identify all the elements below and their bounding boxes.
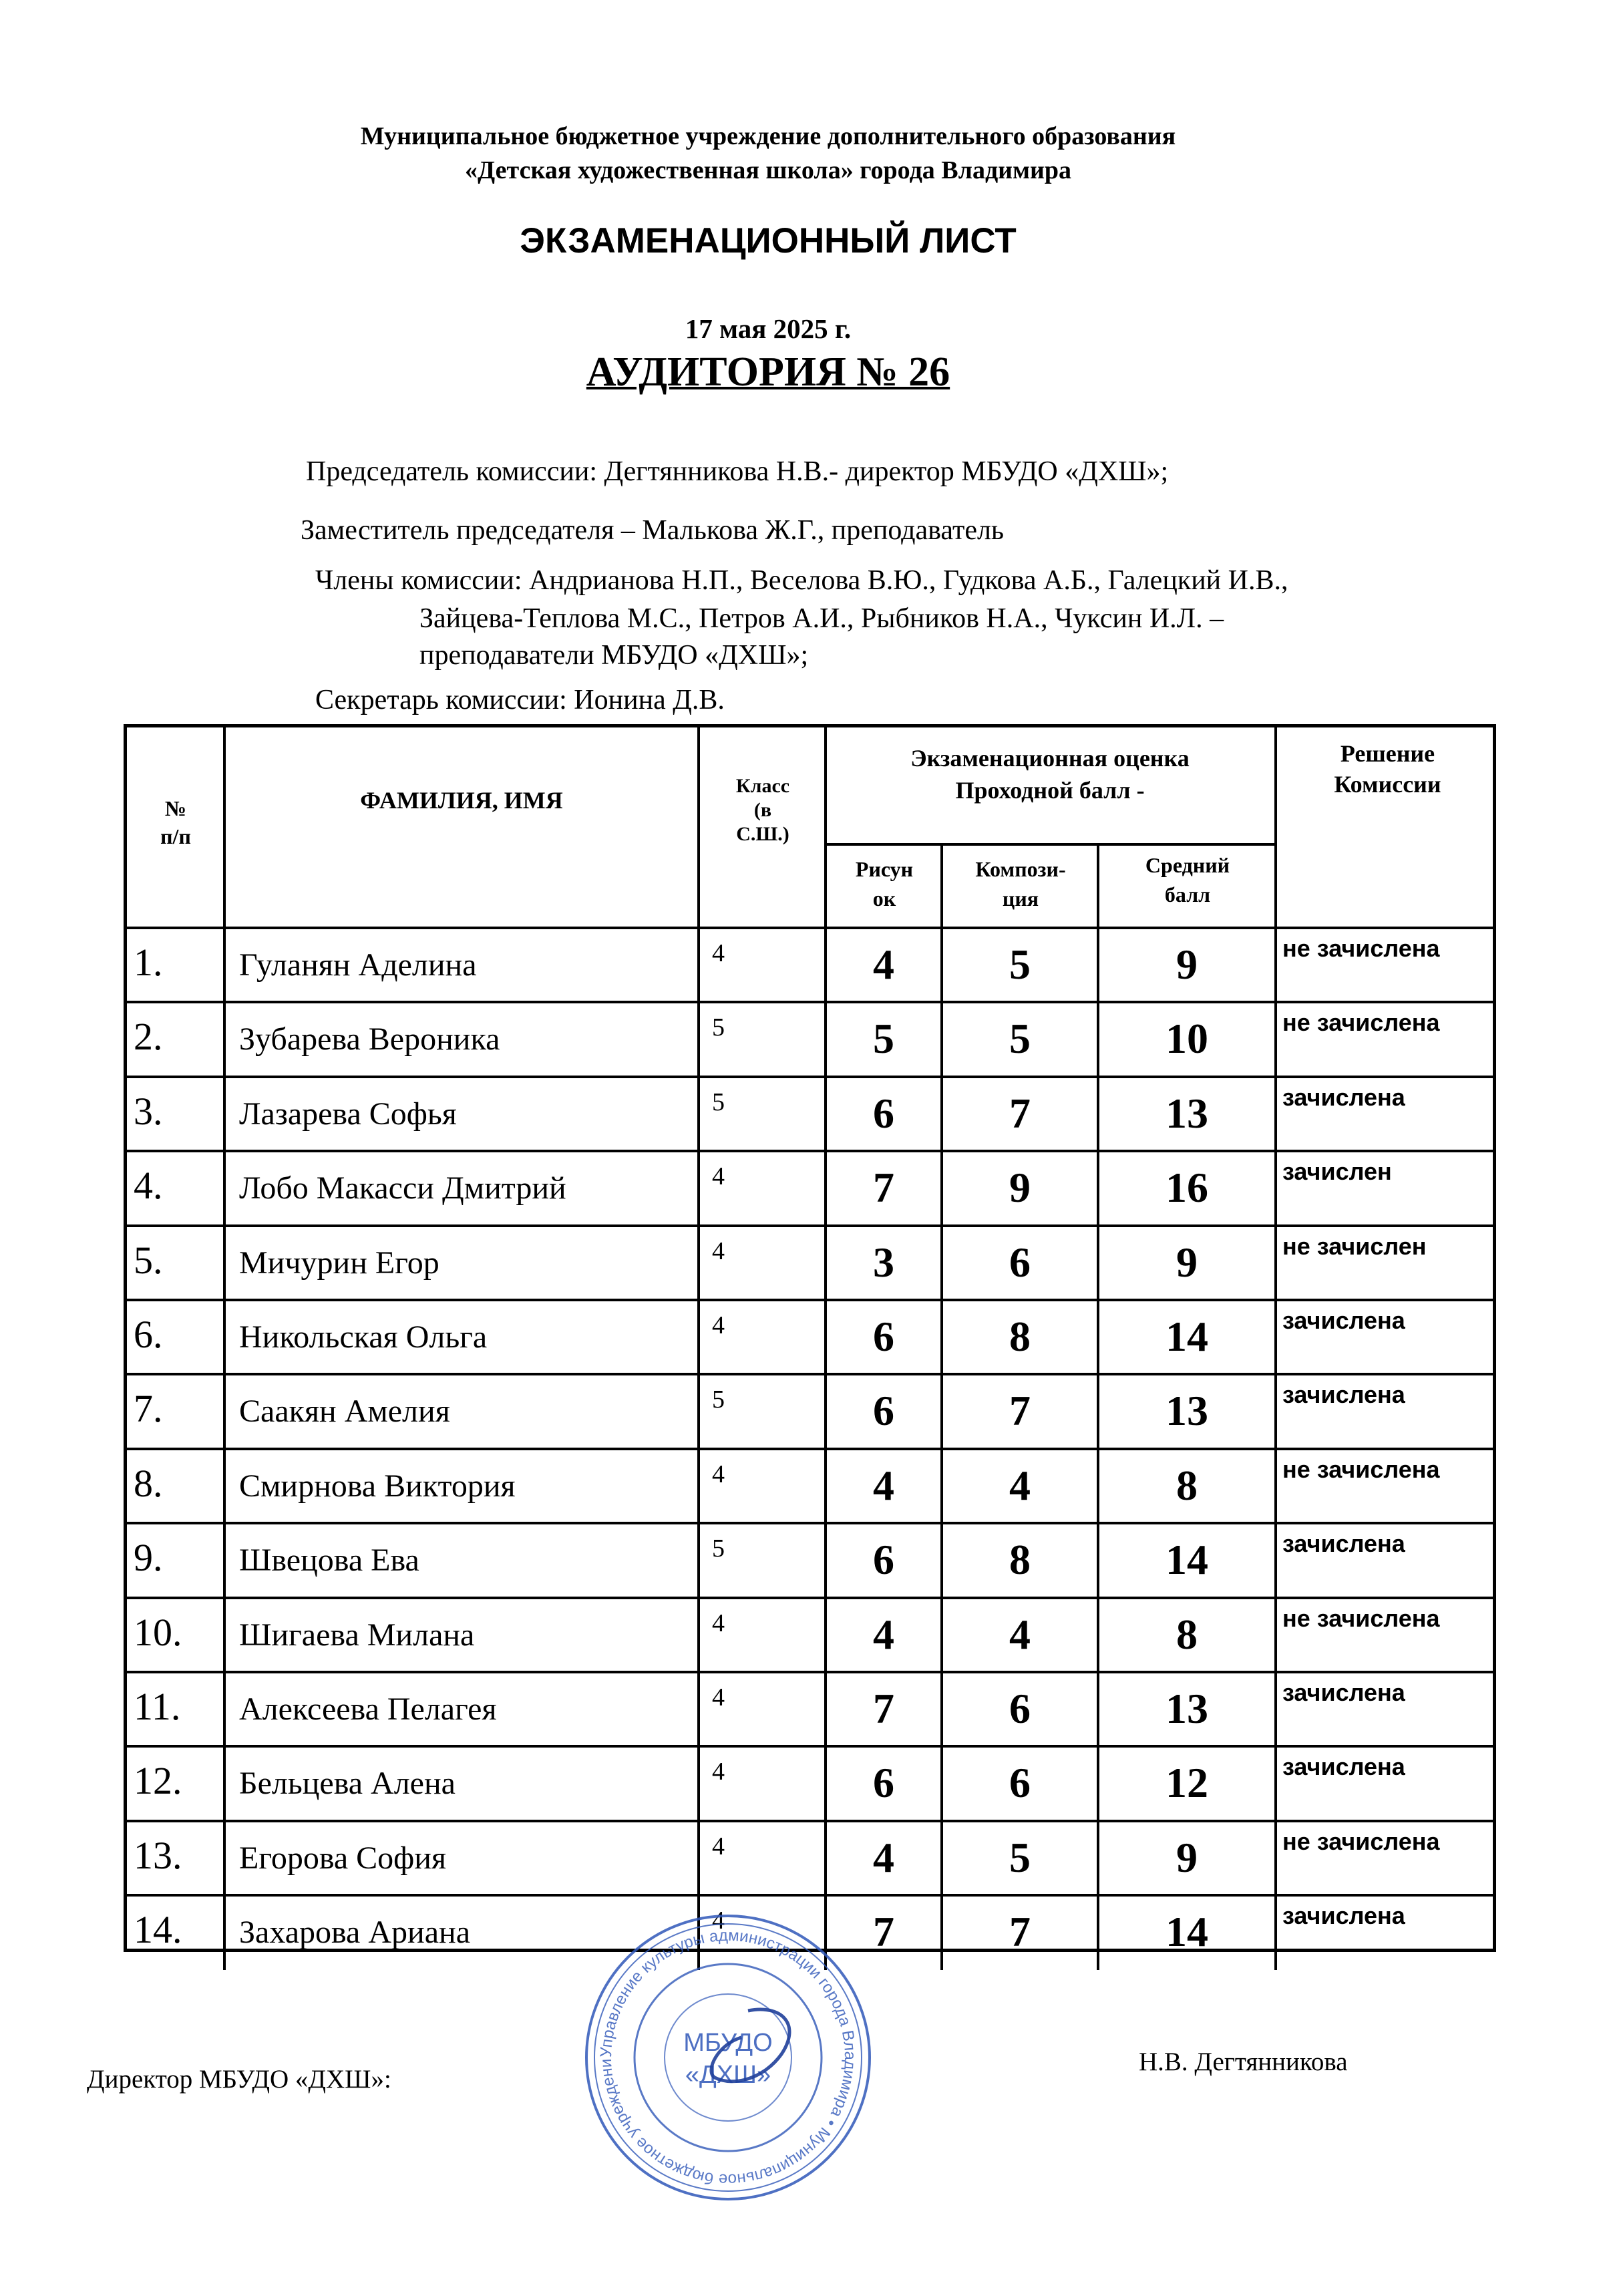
grid-line — [1274, 1077, 1277, 1151]
grid-line — [1274, 1374, 1277, 1448]
row-number: 12. — [134, 1759, 182, 1803]
drawing-score: 4 — [873, 1461, 894, 1509]
grid-line — [824, 1821, 827, 1895]
class-value: 4 — [712, 1311, 725, 1339]
class-value: 5 — [712, 1088, 725, 1116]
grid-line — [223, 1077, 226, 1151]
commission-decision: не зачислена — [1282, 935, 1440, 962]
grid-line — [1097, 1895, 1099, 1969]
table-row — [127, 1077, 1493, 1151]
drawing-score: 4 — [873, 941, 894, 988]
grid-line — [223, 727, 226, 928]
average-score: 13 — [1166, 1089, 1208, 1137]
header-drawing-line-1: Рисун — [855, 857, 914, 881]
grid-line — [940, 928, 943, 1002]
commission-decision: зачислен — [1282, 1158, 1392, 1186]
student-name: Бельцева Алена — [239, 1766, 456, 1802]
average-score: 9 — [1176, 941, 1198, 988]
grid-line — [940, 1746, 943, 1820]
grid-line — [697, 1523, 700, 1597]
commission-decision: зачислена — [1282, 1381, 1405, 1409]
header-grade — [826, 742, 1274, 806]
grid-line — [223, 1746, 226, 1820]
student-name: Смирнова Виктория — [239, 1468, 516, 1504]
student-name: Лобо Макасси Дмитрий — [239, 1170, 566, 1206]
grid-line — [223, 1151, 226, 1225]
grid-line — [940, 1821, 943, 1895]
director-label: Директор МБУДО «ДХШ»: — [87, 2065, 391, 2094]
grid-line — [1274, 1151, 1277, 1225]
grid-line — [223, 1821, 226, 1895]
class-value: 4 — [712, 1832, 725, 1860]
average-score: 13 — [1166, 1685, 1208, 1732]
composition-score: 7 — [1009, 1908, 1031, 1956]
grid-line — [223, 1002, 226, 1076]
grid-line — [223, 1300, 226, 1374]
composition-score: 6 — [1009, 1238, 1031, 1286]
grid-line — [697, 1374, 700, 1448]
grid-line — [824, 1002, 827, 1076]
average-score: 14 — [1166, 1536, 1208, 1584]
grid-line — [940, 1002, 943, 1076]
header-class — [700, 774, 826, 846]
header-drawing — [828, 854, 940, 913]
average-score: 8 — [1176, 1610, 1198, 1658]
class-value: 4 — [712, 1162, 725, 1191]
header-composition-line-1: Компози- — [975, 857, 1066, 881]
grid-line — [223, 1523, 226, 1597]
row-number: 3. — [134, 1089, 163, 1133]
grid-line — [1274, 928, 1277, 1002]
header-num-line-2: п/п — [160, 824, 191, 848]
table-row — [127, 928, 1493, 1002]
average-score: 13 — [1166, 1387, 1208, 1435]
grid-line — [223, 1598, 226, 1672]
table-row — [127, 1746, 1493, 1820]
composition-score: 8 — [1009, 1313, 1031, 1360]
drawing-score: 7 — [873, 1164, 894, 1212]
commission-decision: зачислена — [1282, 1530, 1405, 1558]
drawing-score: 7 — [873, 1685, 894, 1732]
average-score: 12 — [1166, 1759, 1208, 1807]
composition-score: 9 — [1009, 1164, 1031, 1212]
grid-line — [697, 1226, 700, 1300]
grid-line — [1097, 1598, 1099, 1672]
grid-line — [697, 1821, 700, 1895]
row-number: 8. — [134, 1461, 163, 1505]
exam-date: 17 мая 2025 г. — [685, 313, 852, 344]
grid-line — [824, 1077, 827, 1151]
composition-score: 6 — [1009, 1759, 1031, 1807]
grid-line — [940, 844, 943, 928]
grid-line — [1097, 1300, 1099, 1374]
organization-line-2: «Детская художественная школа» города Владимира — [465, 156, 1071, 184]
commission-decision: зачислена — [1282, 1083, 1405, 1111]
exam-results-table — [124, 724, 1496, 1956]
grid-line — [1274, 1002, 1277, 1076]
grid-line — [824, 1672, 827, 1746]
table-row — [127, 1598, 1493, 1672]
drawing-score: 6 — [873, 1089, 894, 1137]
grid-line — [1274, 1672, 1277, 1746]
grid-line — [940, 1895, 943, 1969]
class-value: 4 — [712, 1460, 725, 1488]
commission-members-line-2: Зайцева-Теплова М.С., Петров А.И., Рыбников Н.А., Чуксин И.Л. – — [419, 603, 1224, 634]
grid-line — [697, 1598, 700, 1672]
table-row — [127, 1821, 1493, 1895]
grid-line — [223, 1672, 226, 1746]
table-row — [127, 1300, 1493, 1374]
header-class-line-3: С.Ш.) — [736, 823, 789, 845]
grid-line — [1274, 727, 1277, 928]
grid-line — [1274, 1449, 1277, 1523]
commission-secretary: Секретарь комиссии: Ионина Д.В. — [315, 685, 725, 715]
average-score: 14 — [1166, 1313, 1208, 1360]
header-num-line-1: № — [164, 796, 187, 820]
class-value: 4 — [712, 1907, 725, 1935]
drawing-score: 6 — [873, 1387, 894, 1435]
class-value: 5 — [712, 1013, 725, 1042]
organization-line-1: Муниципальное бюджетное учреждение дополнительного образования — [360, 122, 1176, 150]
grid-line — [824, 928, 827, 1002]
header-average-line-2: балл — [1164, 882, 1211, 907]
composition-score: 5 — [1009, 1833, 1031, 1881]
grid-line — [940, 1300, 943, 1374]
grid-line — [697, 1672, 700, 1746]
grid-line — [1097, 1523, 1099, 1597]
row-number: 2. — [134, 1015, 163, 1059]
header-average-line-1: Средний — [1145, 853, 1230, 877]
document-title: ЭКЗАМЕНАЦИОННЫЙ ЛИСТ — [520, 221, 1017, 261]
stamp-center-line-1: МБУДО — [683, 2029, 773, 2057]
class-value: 5 — [712, 1534, 725, 1563]
class-value: 4 — [712, 1758, 725, 1786]
commission-members-line-3: преподаватели МБУДО «ДХШ»; — [419, 640, 809, 671]
commission-decision: зачислена — [1282, 1902, 1405, 1930]
average-score: 9 — [1176, 1833, 1198, 1881]
student-name: Гуланян Аделина — [239, 947, 477, 983]
student-name: Швецова Ева — [239, 1542, 419, 1579]
grid-line — [1097, 1374, 1099, 1448]
commission-decision: зачислена — [1282, 1753, 1405, 1781]
grid-line — [1274, 1226, 1277, 1300]
class-value: 5 — [712, 1385, 725, 1414]
grid-line — [1097, 1002, 1099, 1076]
grid-line — [697, 1077, 700, 1151]
commission-decision: не зачислена — [1282, 1604, 1440, 1632]
grid-line — [697, 1300, 700, 1374]
grid-line — [223, 1226, 226, 1300]
stamp-graphic — [581, 1911, 875, 2204]
row-number: 1. — [134, 941, 163, 984]
table-row — [127, 1523, 1493, 1597]
class-value: 4 — [712, 939, 725, 967]
composition-score: 8 — [1009, 1536, 1031, 1584]
header-drawing-line-2: ок — [872, 886, 896, 911]
row-number: 9. — [134, 1536, 163, 1580]
student-name: Зубарева Вероника — [239, 1021, 500, 1057]
student-name: Егорова София — [239, 1840, 447, 1876]
drawing-score: 6 — [873, 1759, 894, 1807]
director-name: Н.В. Дегтянникова — [1139, 2047, 1348, 2076]
grid-line — [940, 1523, 943, 1597]
grid-line — [824, 1300, 827, 1374]
drawing-score: 6 — [873, 1536, 894, 1584]
grid-line — [940, 1077, 943, 1151]
stamp-ring-text: Управление культуры администрации города Владимира • Муниципальное бюджетное учреждени — [596, 1926, 860, 2189]
grid-line — [1097, 844, 1099, 928]
drawing-score: 6 — [873, 1313, 894, 1360]
grid-line — [697, 1449, 700, 1523]
grid-line — [824, 1523, 827, 1597]
grid-line — [697, 928, 700, 1002]
grid-line — [824, 1746, 827, 1820]
grid-line — [1097, 1226, 1099, 1300]
row-number: 13. — [134, 1833, 182, 1877]
header-decision — [1276, 738, 1499, 800]
row-number: 6. — [134, 1313, 163, 1356]
header-grade-line-2: Проходной балл - — [955, 777, 1145, 804]
grid-line — [697, 727, 700, 928]
grid-line — [223, 1374, 226, 1448]
official-stamp — [581, 1911, 875, 2204]
grid-line — [824, 1151, 827, 1225]
header-num — [127, 794, 224, 850]
grid-line — [824, 1226, 827, 1300]
student-name: Никольская Ольга — [239, 1319, 488, 1355]
grid-line — [697, 1002, 700, 1076]
drawing-score: 4 — [873, 1833, 894, 1881]
room-label: АУДИТОРИЯ № 26 — [586, 349, 950, 395]
row-number: 11. — [134, 1685, 181, 1728]
class-value: 4 — [712, 1237, 725, 1265]
commission-deputy: Заместитель председателя – Малькова Ж.Г., преподаватель — [301, 515, 1005, 546]
commission-chair: Председатель комиссии: Дегтянникова Н.В.- директор МБУДО «ДХШ»; — [306, 456, 1169, 487]
drawing-score: 5 — [873, 1015, 894, 1063]
header-class-line-2: (в — [753, 799, 772, 821]
drawing-score: 7 — [873, 1908, 894, 1956]
grid-line — [824, 727, 827, 928]
stamp-center-line-2: «ДХШ» — [685, 2061, 771, 2089]
drawing-score: 4 — [873, 1610, 894, 1658]
table-row — [127, 1002, 1493, 1076]
table-row — [127, 1226, 1493, 1300]
student-name: Шигаева Милана — [239, 1617, 475, 1653]
student-name: Лазарева Софья — [239, 1096, 457, 1132]
commission-decision: не зачислен — [1282, 1232, 1427, 1260]
row-number: 4. — [134, 1164, 163, 1208]
grid-line — [1274, 1746, 1277, 1820]
table-row — [127, 1672, 1493, 1746]
grid-line — [223, 928, 226, 1002]
grid-line — [1097, 1821, 1099, 1895]
composition-score: 4 — [1009, 1461, 1031, 1509]
grid-line — [940, 1151, 943, 1225]
row-number: 14. — [134, 1908, 182, 1952]
header-composition — [943, 854, 1098, 913]
grid-line — [824, 843, 1277, 846]
commission-decision: не зачислена — [1282, 1455, 1440, 1483]
composition-score: 5 — [1009, 941, 1031, 988]
student-name: Алексеева Пелагея — [239, 1691, 497, 1727]
grid-line — [824, 1374, 827, 1448]
grid-line — [1274, 1300, 1277, 1374]
header-name: ФАМИЛИЯ, ИМЯ — [360, 787, 563, 814]
student-name: Саакян Амелия — [239, 1393, 450, 1430]
average-score: 10 — [1166, 1015, 1208, 1063]
commission-decision: не зачислена — [1282, 1009, 1440, 1037]
student-name: Захарова Ариана — [239, 1915, 471, 1951]
grid-line — [1097, 1077, 1099, 1151]
grid-line — [223, 1895, 226, 1969]
commission-decision: не зачислена — [1282, 1827, 1440, 1855]
grid-line — [223, 1449, 226, 1523]
average-score: 16 — [1166, 1164, 1208, 1212]
header-average — [1099, 850, 1276, 909]
commission-decision: зачислена — [1282, 1679, 1405, 1706]
grid-line — [940, 1374, 943, 1448]
grid-line — [824, 1449, 827, 1523]
table-row — [127, 1374, 1493, 1448]
grid-line — [1274, 1895, 1277, 1969]
grid-line — [940, 1598, 943, 1672]
composition-score: 7 — [1009, 1089, 1031, 1137]
grid-line — [1274, 1598, 1277, 1672]
composition-score: 4 — [1009, 1610, 1031, 1658]
drawing-score: 3 — [873, 1238, 894, 1286]
student-name: Мичурин Егор — [239, 1245, 439, 1281]
composition-score: 5 — [1009, 1015, 1031, 1063]
grid-line — [1097, 1151, 1099, 1225]
grid-line — [940, 1672, 943, 1746]
header-grade-line-1: Экзаменационная оценка — [910, 745, 1190, 772]
grid-line — [697, 1151, 700, 1225]
grid-line — [1274, 1523, 1277, 1597]
average-score: 8 — [1176, 1461, 1198, 1509]
table-row — [127, 1151, 1493, 1225]
grid-line — [1097, 1672, 1099, 1746]
header-decision-line-1: Решение — [1340, 740, 1435, 767]
row-number: 5. — [134, 1238, 163, 1282]
average-score: 9 — [1176, 1238, 1198, 1286]
row-number: 10. — [134, 1610, 182, 1654]
grid-line — [1097, 1746, 1099, 1820]
composition-score: 6 — [1009, 1685, 1031, 1732]
commission-decision: зачислена — [1282, 1307, 1405, 1334]
grid-line — [940, 1449, 943, 1523]
average-score: 14 — [1166, 1908, 1208, 1956]
grid-line — [697, 1746, 700, 1820]
grid-line — [824, 1598, 827, 1672]
grid-line — [1097, 1449, 1099, 1523]
grid-line — [1097, 928, 1099, 1002]
header-class-line-1: Класс — [735, 775, 790, 797]
grid-line — [940, 1226, 943, 1300]
header-composition-line-2: ция — [1002, 886, 1039, 911]
table-row — [127, 1449, 1493, 1523]
row-number: 7. — [134, 1387, 163, 1431]
grid-line — [1274, 1821, 1277, 1895]
room-number — [0, 349, 1536, 396]
composition-score: 7 — [1009, 1387, 1031, 1435]
commission-members-line-1: Члены комиссии: Андрианова Н.П., Веселова В.Ю., Гудкова А.Б., Галецкий И.В., — [315, 565, 1288, 596]
header-decision-line-2: Комиссии — [1334, 771, 1441, 798]
class-value: 4 — [712, 1609, 725, 1637]
class-value: 4 — [712, 1683, 725, 1711]
